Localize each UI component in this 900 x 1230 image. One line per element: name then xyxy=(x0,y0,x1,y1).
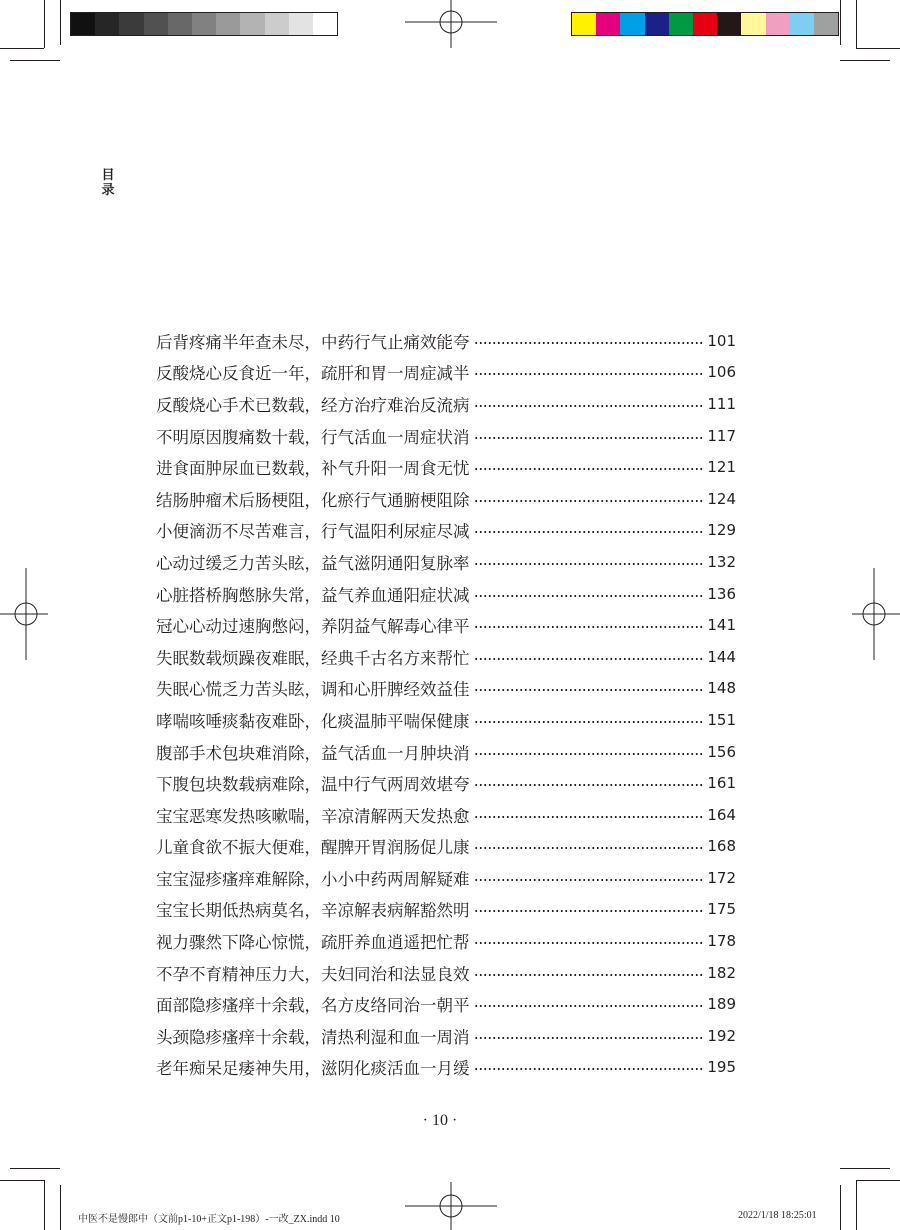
gray-swatch xyxy=(216,13,240,35)
toc-entry[interactable] xyxy=(156,862,736,894)
toc-entry-page: 151 xyxy=(707,710,736,729)
toc-entry[interactable] xyxy=(156,546,736,578)
dot-leader xyxy=(474,784,704,786)
footer-timestamp: 2022/1/18 18:25:01 xyxy=(738,1210,817,1221)
toc-entry-page: 182 xyxy=(707,963,736,982)
color-swatch xyxy=(814,13,838,35)
gray-swatch xyxy=(289,13,313,35)
toc-entry[interactable] xyxy=(156,578,736,610)
crop-mark xyxy=(44,0,45,48)
crop-mark xyxy=(10,1168,60,1169)
color-swatch xyxy=(596,13,620,35)
toc-entry-page: 161 xyxy=(707,774,736,793)
crop-mark xyxy=(856,0,857,48)
dot-leader xyxy=(474,910,704,912)
toc-entry-title: 进食面肿尿血已数载，补气升阳一周食无忧 xyxy=(156,459,470,479)
toc-entry[interactable] xyxy=(156,357,736,389)
dot-leader xyxy=(474,1005,704,1007)
toc-entry[interactable] xyxy=(156,704,736,736)
toc-entry-page: 192 xyxy=(707,1026,736,1045)
toc-entry-title: 失眠心慌乏力苦头眩，调和心肝脾经效益佳 xyxy=(156,680,470,700)
gray-swatch xyxy=(168,13,192,35)
color-swatch xyxy=(766,13,790,35)
crop-mark xyxy=(856,48,900,49)
dot-leader xyxy=(474,942,704,944)
toc-entry-page: 129 xyxy=(707,521,736,540)
dot-leader xyxy=(474,847,704,849)
dot-leader xyxy=(474,1068,704,1070)
toc-entry-title: 哮喘咳唾痰黏夜难卧，化痰温肺平喘保健康 xyxy=(156,711,470,731)
dot-leader xyxy=(474,595,704,597)
dot-leader xyxy=(474,974,704,976)
dot-leader xyxy=(474,721,704,723)
toc-entry-title: 心脏搭桥胸憋脉失常，益气养血通阳症状减 xyxy=(156,585,470,605)
toc-entry-title: 失眠数载烦躁夜难眠，经典千古名方来帮忙 xyxy=(156,648,470,668)
toc-entry-title: 儿童食欲不振大便难，醒脾开胃润肠促儿康 xyxy=(156,838,470,858)
registration-mark-bottom xyxy=(405,1182,497,1230)
toc-entry-page: 117 xyxy=(707,426,736,445)
dot-leader xyxy=(474,1037,704,1039)
toc-entry[interactable] xyxy=(156,831,736,863)
table-of-contents xyxy=(156,325,736,1083)
dot-leader xyxy=(474,468,704,470)
dot-leader xyxy=(474,437,704,439)
gray-color-bar xyxy=(70,12,338,36)
toc-entry-title: 不明原因腹痛数十载，行气活血一周症状消 xyxy=(156,427,470,447)
toc-entry-page: 144 xyxy=(707,647,736,666)
section-label: 目录 xyxy=(101,168,115,198)
toc-entry-page: 121 xyxy=(707,458,736,477)
toc-entry-title: 反酸烧心反食近一年，疏肝和胃一周症减半 xyxy=(156,364,470,384)
crop-mark xyxy=(10,60,60,61)
crop-mark xyxy=(856,1180,900,1181)
toc-entry[interactable] xyxy=(156,736,736,768)
dot-leader xyxy=(474,879,704,881)
dot-leader xyxy=(474,689,704,691)
toc-entry[interactable] xyxy=(156,420,736,452)
toc-entry-title: 反酸烧心手术已数载，经方治疗难治反流病 xyxy=(156,395,470,415)
toc-entry-page: 148 xyxy=(707,679,736,698)
crop-mark xyxy=(44,1180,45,1230)
color-swatch xyxy=(717,13,741,35)
toc-entry-title: 下腹包块数载病难除，温中行气两周效堪夸 xyxy=(156,775,470,795)
crop-mark xyxy=(0,48,44,49)
dot-leader xyxy=(474,531,704,533)
toc-entry-title: 心动过缓乏力苦头眩，益气滋阴通阳复脉率 xyxy=(156,553,470,573)
toc-entry-title: 冠心心动过速胸憋闷，养阴益气解毒心律平 xyxy=(156,617,470,637)
toc-entry-page: 175 xyxy=(707,900,736,919)
crop-mark xyxy=(840,60,890,61)
toc-entry-title: 不孕不育精神压力大，夫妇同治和法显良效 xyxy=(156,964,470,984)
dot-leader xyxy=(474,500,704,502)
gray-swatch xyxy=(144,13,168,35)
toc-entry-title: 视力骤然下降心惊慌，疏肝养血逍遥把忙帮 xyxy=(156,933,470,953)
toc-entry-title: 宝宝湿疹瘙痒难解除，小小中药两周解疑难 xyxy=(156,869,470,889)
toc-entry-page: 164 xyxy=(707,805,736,824)
dot-leader xyxy=(474,373,704,375)
toc-entry-page: 141 xyxy=(707,616,736,635)
toc-entry-title: 后背疼痛半年查未尽，中药行气止痛效能夸 xyxy=(156,332,470,352)
dot-leader xyxy=(474,626,704,628)
toc-entry-title: 宝宝长期低热病莫名，辛凉解表病解豁然明 xyxy=(156,901,470,921)
dot-leader xyxy=(474,753,704,755)
color-swatch xyxy=(790,13,814,35)
toc-entry-title: 腹部手术包块难消除，益气活血一月肿块消 xyxy=(156,743,470,763)
toc-entry-page: 132 xyxy=(707,552,736,571)
registration-mark-left xyxy=(0,568,48,660)
crop-mark xyxy=(840,1168,890,1169)
toc-entry[interactable] xyxy=(156,957,736,989)
color-swatch xyxy=(645,13,669,35)
gray-swatch xyxy=(240,13,264,35)
toc-entry-title: 面部隐疹瘙痒十余载，名方皮络同治一朝平 xyxy=(156,996,470,1016)
toc-entry-page: 111 xyxy=(707,394,736,413)
registration-mark-right xyxy=(852,568,900,660)
gray-swatch xyxy=(95,13,119,35)
crop-mark xyxy=(60,0,61,45)
toc-entry-page: 106 xyxy=(707,363,736,382)
toc-entry-title: 结肠肿瘤术后肠梗阻，化瘀行气通腑梗阻除 xyxy=(156,490,470,510)
crop-mark xyxy=(0,1180,44,1181)
toc-entry-title: 头颈隐疹瘙痒十余载，清热利湿和血一周消 xyxy=(156,1027,470,1047)
toc-entry[interactable] xyxy=(156,515,736,547)
dot-leader xyxy=(474,563,704,565)
toc-entry-page: 124 xyxy=(707,489,736,508)
crop-mark xyxy=(840,0,841,45)
crop-mark xyxy=(60,1185,61,1230)
color-swatch xyxy=(620,13,644,35)
color-swatch xyxy=(693,13,717,35)
toc-entry-page: 101 xyxy=(707,331,736,350)
toc-entry-page: 178 xyxy=(707,932,736,951)
page-number: · 10 · xyxy=(422,1112,458,1129)
process-color-bar xyxy=(571,12,839,36)
toc-entry[interactable] xyxy=(156,609,736,641)
gray-swatch xyxy=(313,13,337,35)
toc-entry[interactable] xyxy=(156,988,736,1020)
toc-entry[interactable] xyxy=(156,1020,736,1052)
toc-entry-page: 189 xyxy=(707,995,736,1014)
gray-swatch xyxy=(265,13,289,35)
dot-leader xyxy=(474,816,704,818)
toc-entry[interactable] xyxy=(156,483,736,515)
toc-entry[interactable] xyxy=(156,325,736,357)
color-swatch xyxy=(741,13,765,35)
toc-entry[interactable] xyxy=(156,799,736,831)
toc-entry[interactable] xyxy=(156,673,736,705)
gray-swatch xyxy=(119,13,143,35)
registration-mark-top xyxy=(405,0,497,48)
dot-leader xyxy=(474,342,704,344)
gray-swatch xyxy=(192,13,216,35)
toc-entry[interactable] xyxy=(156,388,736,420)
color-swatch xyxy=(669,13,693,35)
toc-entry-title: 小便滴沥不尽苦难言，行气温阳利尿症尽减 xyxy=(156,522,470,542)
toc-entry[interactable] xyxy=(156,641,736,673)
toc-entry-page: 172 xyxy=(707,868,736,887)
gray-swatch xyxy=(71,13,95,35)
color-swatch xyxy=(572,13,596,35)
toc-entry-page: 168 xyxy=(707,837,736,856)
crop-mark xyxy=(856,1180,857,1230)
toc-entry-title: 宝宝恶寒发热咳嗽喘，辛凉清解两天发热愈 xyxy=(156,806,470,826)
footer-file-name: 中医不是慢郎中（文前p1-10+正文p1-198）-一改_ZX.indd 10 xyxy=(78,1214,340,1225)
toc-entry-page: 136 xyxy=(707,584,736,603)
toc-entry[interactable] xyxy=(156,1052,736,1084)
toc-entry[interactable] xyxy=(156,767,736,799)
toc-entry-page: 156 xyxy=(707,742,736,761)
toc-entry[interactable] xyxy=(156,925,736,957)
dot-leader xyxy=(474,405,704,407)
toc-entry-page: 195 xyxy=(707,1058,736,1077)
toc-entry-title: 老年痴呆足痿神失用，滋阴化痰活血一月缓 xyxy=(156,1059,470,1079)
crop-mark xyxy=(840,1185,841,1230)
toc-entry[interactable] xyxy=(156,894,736,926)
toc-entry[interactable] xyxy=(156,451,736,483)
dot-leader xyxy=(474,658,704,660)
